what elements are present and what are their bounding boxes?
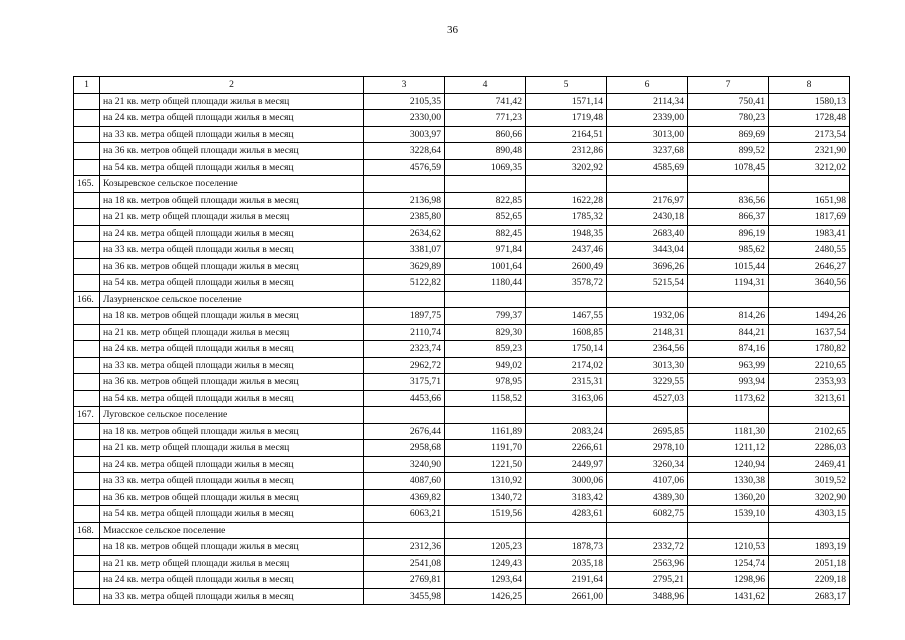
value-cell <box>445 291 526 308</box>
value-cell <box>607 407 688 424</box>
value-cell: 1210,53 <box>688 539 769 556</box>
value-cell <box>364 407 445 424</box>
value-cell: 949,02 <box>445 357 526 374</box>
value-cell: 1785,32 <box>526 209 607 226</box>
row-index <box>74 572 100 589</box>
row-label: на 21 кв. метр общей площади жилья в месяц <box>100 324 364 341</box>
value-cell: 1254,74 <box>688 555 769 572</box>
settlement-row <box>74 291 850 308</box>
row-label: на 54 кв. метра общей площади жилья в месяц <box>100 506 364 523</box>
row-label: на 18 кв. метров общей площади жилья в месяц <box>100 308 364 325</box>
row-label: на 24 кв. метра общей площади жилья в месяц <box>100 341 364 358</box>
value-cell: 2683,40 <box>607 225 688 242</box>
value-cell: 3696,26 <box>607 258 688 275</box>
value-cell: 2795,21 <box>607 572 688 589</box>
value-cell: 1608,85 <box>526 324 607 341</box>
value-cell: 2164,51 <box>526 126 607 143</box>
value-cell: 1069,35 <box>445 159 526 176</box>
value-cell: 2148,31 <box>607 324 688 341</box>
value-cell: 2266,61 <box>526 440 607 457</box>
column-header: 5 <box>526 77 607 94</box>
value-cell: 1221,50 <box>445 456 526 473</box>
row-label: на 36 кв. метров общей площади жилья в месяц <box>100 143 364 160</box>
row-index <box>74 374 100 391</box>
value-cell: 1360,20 <box>688 489 769 506</box>
value-cell <box>445 407 526 424</box>
column-header: 4 <box>445 77 526 94</box>
value-cell: 2353,93 <box>769 374 850 391</box>
value-cell: 1211,12 <box>688 440 769 457</box>
value-cell: 3260,34 <box>607 456 688 473</box>
row-label: на 54 кв. метра общей площади жилья в месяц <box>100 390 364 407</box>
row-label: на 33 кв. метра общей площади жилья в месяц <box>100 242 364 259</box>
value-cell: 1298,96 <box>688 572 769 589</box>
row-index <box>74 423 100 440</box>
value-cell: 1205,23 <box>445 539 526 556</box>
settlement-name: Козыревское сельское поселение <box>100 176 364 193</box>
value-cell <box>688 291 769 308</box>
value-cell: 1817,69 <box>769 209 850 226</box>
value-cell: 2136,98 <box>364 192 445 209</box>
value-cell: 2110,74 <box>364 324 445 341</box>
value-cell: 2286,03 <box>769 440 850 457</box>
value-cell: 2083,24 <box>526 423 607 440</box>
row-index <box>74 456 100 473</box>
table-row <box>74 225 850 242</box>
value-cell: 3013,00 <box>607 126 688 143</box>
value-cell: 2105,35 <box>364 93 445 110</box>
value-cell: 2676,44 <box>364 423 445 440</box>
table-row <box>74 374 850 391</box>
table-row <box>74 456 850 473</box>
table-row <box>74 555 850 572</box>
column-header: 8 <box>769 77 850 94</box>
value-cell: 985,62 <box>688 242 769 259</box>
settlement-name: Лазурненское сельское поселение <box>100 291 364 308</box>
value-cell: 2695,85 <box>607 423 688 440</box>
value-cell: 2315,31 <box>526 374 607 391</box>
value-cell: 2469,41 <box>769 456 850 473</box>
table-row <box>74 539 850 556</box>
value-cell: 1494,26 <box>769 308 850 325</box>
value-cell: 1948,35 <box>526 225 607 242</box>
table-row <box>74 93 850 110</box>
value-cell: 1539,10 <box>688 506 769 523</box>
row-index <box>74 225 100 242</box>
value-cell: 750,41 <box>688 93 769 110</box>
value-cell: 1181,30 <box>688 423 769 440</box>
value-cell: 2174,02 <box>526 357 607 374</box>
value-cell: 1015,44 <box>688 258 769 275</box>
value-cell: 3578,72 <box>526 275 607 292</box>
value-cell: 2173,54 <box>769 126 850 143</box>
value-cell: 1194,31 <box>688 275 769 292</box>
value-cell <box>364 176 445 193</box>
value-cell: 993,94 <box>688 374 769 391</box>
value-cell: 829,30 <box>445 324 526 341</box>
table-row <box>74 275 850 292</box>
settlement-row <box>74 522 850 539</box>
column-header: 7 <box>688 77 769 94</box>
value-cell: 3000,06 <box>526 473 607 490</box>
row-label: на 36 кв. метров общей площади жилья в месяц <box>100 258 364 275</box>
row-index <box>74 473 100 490</box>
value-cell: 3202,92 <box>526 159 607 176</box>
value-cell: 771,23 <box>445 110 526 127</box>
row-index: 166. <box>74 291 100 308</box>
value-cell: 3163,06 <box>526 390 607 407</box>
value-cell: 3629,89 <box>364 258 445 275</box>
table-row <box>74 308 850 325</box>
value-cell: 4087,60 <box>364 473 445 490</box>
value-cell: 852,65 <box>445 209 526 226</box>
value-cell <box>526 522 607 539</box>
value-cell: 799,37 <box>445 308 526 325</box>
row-index <box>74 110 100 127</box>
value-cell <box>526 176 607 193</box>
value-cell: 1651,98 <box>769 192 850 209</box>
value-cell: 1431,62 <box>688 588 769 605</box>
value-cell: 1001,64 <box>445 258 526 275</box>
value-cell: 4107,06 <box>607 473 688 490</box>
row-label: на 54 кв. метра общей площади жилья в месяц <box>100 275 364 292</box>
value-cell <box>607 291 688 308</box>
row-index: 165. <box>74 176 100 193</box>
value-cell: 2683,17 <box>769 588 850 605</box>
table-body <box>74 93 850 605</box>
value-cell: 4283,61 <box>526 506 607 523</box>
value-cell: 2364,56 <box>607 341 688 358</box>
value-cell: 1191,70 <box>445 440 526 457</box>
value-cell: 3213,61 <box>769 390 850 407</box>
value-cell: 890,48 <box>445 143 526 160</box>
table-row <box>74 126 850 143</box>
value-cell <box>364 522 445 539</box>
value-cell: 963,99 <box>688 357 769 374</box>
value-cell: 3240,90 <box>364 456 445 473</box>
value-cell: 2661,00 <box>526 588 607 605</box>
value-cell: 1622,28 <box>526 192 607 209</box>
row-index <box>74 242 100 259</box>
value-cell: 2480,55 <box>769 242 850 259</box>
row-index <box>74 539 100 556</box>
column-header: 6 <box>607 77 688 94</box>
value-cell: 971,84 <box>445 242 526 259</box>
value-cell: 1897,75 <box>364 308 445 325</box>
value-cell: 4576,59 <box>364 159 445 176</box>
value-cell: 2339,00 <box>607 110 688 127</box>
value-cell: 1293,64 <box>445 572 526 589</box>
table-row <box>74 324 850 341</box>
value-cell: 869,69 <box>688 126 769 143</box>
value-cell: 874,16 <box>688 341 769 358</box>
table-row <box>74 192 850 209</box>
table-row <box>74 390 850 407</box>
row-index <box>74 126 100 143</box>
value-cell: 2051,18 <box>769 555 850 572</box>
value-cell: 4453,66 <box>364 390 445 407</box>
value-cell <box>769 291 850 308</box>
value-cell: 1340,72 <box>445 489 526 506</box>
value-cell <box>688 407 769 424</box>
table-row <box>74 159 850 176</box>
value-cell: 2176,97 <box>607 192 688 209</box>
row-label: на 24 кв. метра общей площади жилья в месяц <box>100 110 364 127</box>
value-cell: 1580,13 <box>769 93 850 110</box>
value-cell: 2114,34 <box>607 93 688 110</box>
table-row <box>74 357 850 374</box>
value-cell <box>688 522 769 539</box>
row-label: на 18 кв. метров общей площади жилья в месяц <box>100 192 364 209</box>
value-cell: 860,66 <box>445 126 526 143</box>
settlement-name: Миасское сельское поселение <box>100 522 364 539</box>
table-row <box>74 242 850 259</box>
column-header: 1 <box>74 77 100 94</box>
row-index: 167. <box>74 407 100 424</box>
row-label: на 36 кв. метров общей площади жилья в месяц <box>100 374 364 391</box>
row-index <box>74 357 100 374</box>
value-cell: 2600,49 <box>526 258 607 275</box>
value-cell: 1158,52 <box>445 390 526 407</box>
value-cell: 2321,90 <box>769 143 850 160</box>
value-cell: 896,19 <box>688 225 769 242</box>
value-cell <box>364 291 445 308</box>
table-row <box>74 489 850 506</box>
value-cell: 2191,64 <box>526 572 607 589</box>
value-cell: 3183,42 <box>526 489 607 506</box>
value-cell: 2210,65 <box>769 357 850 374</box>
row-label: на 33 кв. метра общей площади жилья в месяц <box>100 357 364 374</box>
value-cell: 1161,89 <box>445 423 526 440</box>
value-cell: 3212,02 <box>769 159 850 176</box>
row-label: на 33 кв. метра общей площади жилья в месяц <box>100 588 364 605</box>
settlement-name: Луговское сельское поселение <box>100 407 364 424</box>
value-cell: 1519,56 <box>445 506 526 523</box>
value-cell <box>688 176 769 193</box>
row-label: на 24 кв. метра общей площади жилья в месяц <box>100 456 364 473</box>
row-label: на 24 кв. метра общей площади жилья в месяц <box>100 225 364 242</box>
row-label: на 18 кв. метров общей площади жилья в месяц <box>100 423 364 440</box>
value-cell: 6082,75 <box>607 506 688 523</box>
row-index <box>74 275 100 292</box>
value-cell: 2035,18 <box>526 555 607 572</box>
row-label: на 36 кв. метров общей площади жилья в месяц <box>100 489 364 506</box>
settlement-row <box>74 407 850 424</box>
value-cell: 3229,55 <box>607 374 688 391</box>
value-cell: 2102,65 <box>769 423 850 440</box>
value-cell: 836,56 <box>688 192 769 209</box>
value-cell: 4303,15 <box>769 506 850 523</box>
value-cell: 1240,94 <box>688 456 769 473</box>
value-cell: 866,37 <box>688 209 769 226</box>
value-cell: 1719,48 <box>526 110 607 127</box>
value-cell: 5122,82 <box>364 275 445 292</box>
value-cell: 3003,97 <box>364 126 445 143</box>
value-cell: 1893,19 <box>769 539 850 556</box>
table-row <box>74 440 850 457</box>
value-cell: 1173,62 <box>688 390 769 407</box>
table-row <box>74 423 850 440</box>
value-cell: 3175,71 <box>364 374 445 391</box>
row-label: на 21 кв. метр общей площади жилья в месяц <box>100 555 364 572</box>
row-index <box>74 192 100 209</box>
value-cell: 2437,46 <box>526 242 607 259</box>
row-index: 168. <box>74 522 100 539</box>
value-cell: 1180,44 <box>445 275 526 292</box>
row-label: на 21 кв. метр общей площади жилья в месяц <box>100 440 364 457</box>
table-row <box>74 506 850 523</box>
value-cell: 2385,80 <box>364 209 445 226</box>
value-cell <box>445 176 526 193</box>
value-cell: 2312,36 <box>364 539 445 556</box>
value-cell: 2563,96 <box>607 555 688 572</box>
table-row <box>74 143 850 160</box>
column-header: 2 <box>100 77 364 94</box>
row-label: на 21 кв. метр общей площади жилья в месяц <box>100 93 364 110</box>
row-index <box>74 506 100 523</box>
row-index <box>74 489 100 506</box>
value-cell: 2209,18 <box>769 572 850 589</box>
value-cell: 1426,25 <box>445 588 526 605</box>
row-index <box>74 390 100 407</box>
settlement-row <box>74 176 850 193</box>
value-cell: 4585,69 <box>607 159 688 176</box>
value-cell: 741,42 <box>445 93 526 110</box>
value-cell: 1728,48 <box>769 110 850 127</box>
value-cell: 899,52 <box>688 143 769 160</box>
table-row <box>74 341 850 358</box>
value-cell <box>607 522 688 539</box>
value-cell: 1637,54 <box>769 324 850 341</box>
value-cell <box>526 291 607 308</box>
value-cell: 1983,41 <box>769 225 850 242</box>
value-cell: 3640,56 <box>769 275 850 292</box>
row-label: на 33 кв. метра общей площади жилья в месяц <box>100 473 364 490</box>
value-cell: 4389,30 <box>607 489 688 506</box>
value-cell: 1078,45 <box>688 159 769 176</box>
value-cell <box>445 522 526 539</box>
column-header: 3 <box>364 77 445 94</box>
tariff-table <box>73 76 850 605</box>
row-index <box>74 258 100 275</box>
value-cell: 2330,00 <box>364 110 445 127</box>
table-row <box>74 110 850 127</box>
row-index <box>74 555 100 572</box>
row-index <box>74 324 100 341</box>
page-number: 36 <box>447 24 458 36</box>
row-index <box>74 93 100 110</box>
row-label: на 21 кв. метр общей площади жилья в месяц <box>100 209 364 226</box>
value-cell: 2430,18 <box>607 209 688 226</box>
row-index <box>74 159 100 176</box>
table-row <box>74 588 850 605</box>
row-index <box>74 588 100 605</box>
value-cell: 3488,96 <box>607 588 688 605</box>
value-cell: 3019,52 <box>769 473 850 490</box>
table-row <box>74 209 850 226</box>
table-row <box>74 258 850 275</box>
value-cell: 4369,82 <box>364 489 445 506</box>
value-cell: 3228,64 <box>364 143 445 160</box>
value-cell: 3381,07 <box>364 242 445 259</box>
value-cell: 3443,04 <box>607 242 688 259</box>
value-cell: 780,23 <box>688 110 769 127</box>
value-cell: 822,85 <box>445 192 526 209</box>
value-cell: 2541,08 <box>364 555 445 572</box>
value-cell: 1467,55 <box>526 308 607 325</box>
value-cell: 6063,21 <box>364 506 445 523</box>
value-cell: 1932,06 <box>607 308 688 325</box>
row-index <box>74 440 100 457</box>
row-index <box>74 341 100 358</box>
row-label: на 33 кв. метра общей площади жилья в месяц <box>100 126 364 143</box>
value-cell: 3013,30 <box>607 357 688 374</box>
value-cell: 1571,14 <box>526 93 607 110</box>
value-cell: 882,45 <box>445 225 526 242</box>
value-cell: 1310,92 <box>445 473 526 490</box>
value-cell: 1780,82 <box>769 341 850 358</box>
value-cell <box>769 522 850 539</box>
value-cell: 2958,68 <box>364 440 445 457</box>
value-cell: 1330,38 <box>688 473 769 490</box>
value-cell <box>526 407 607 424</box>
value-cell: 4527,03 <box>607 390 688 407</box>
value-cell: 5215,54 <box>607 275 688 292</box>
value-cell: 2449,97 <box>526 456 607 473</box>
value-cell <box>607 176 688 193</box>
value-cell: 1249,43 <box>445 555 526 572</box>
row-index <box>74 143 100 160</box>
value-cell: 2332,72 <box>607 539 688 556</box>
value-cell: 844,21 <box>688 324 769 341</box>
value-cell: 1878,73 <box>526 539 607 556</box>
row-index <box>74 209 100 226</box>
row-label: на 54 кв. метра общей площади жилья в месяц <box>100 159 364 176</box>
value-cell: 3455,98 <box>364 588 445 605</box>
value-cell: 814,26 <box>688 308 769 325</box>
row-label: на 18 кв. метров общей площади жилья в месяц <box>100 539 364 556</box>
value-cell <box>769 176 850 193</box>
value-cell: 2962,72 <box>364 357 445 374</box>
value-cell: 978,95 <box>445 374 526 391</box>
row-label: на 24 кв. метра общей площади жилья в месяц <box>100 572 364 589</box>
column-number-row <box>74 77 850 94</box>
table-row <box>74 572 850 589</box>
value-cell: 3202,90 <box>769 489 850 506</box>
value-cell: 3237,68 <box>607 143 688 160</box>
value-cell: 2769,81 <box>364 572 445 589</box>
value-cell: 2323,74 <box>364 341 445 358</box>
value-cell <box>769 407 850 424</box>
value-cell: 2646,27 <box>769 258 850 275</box>
value-cell: 2312,86 <box>526 143 607 160</box>
table-row <box>74 473 850 490</box>
value-cell: 859,23 <box>445 341 526 358</box>
row-index <box>74 308 100 325</box>
value-cell: 2634,62 <box>364 225 445 242</box>
value-cell: 2978,10 <box>607 440 688 457</box>
value-cell: 1750,14 <box>526 341 607 358</box>
